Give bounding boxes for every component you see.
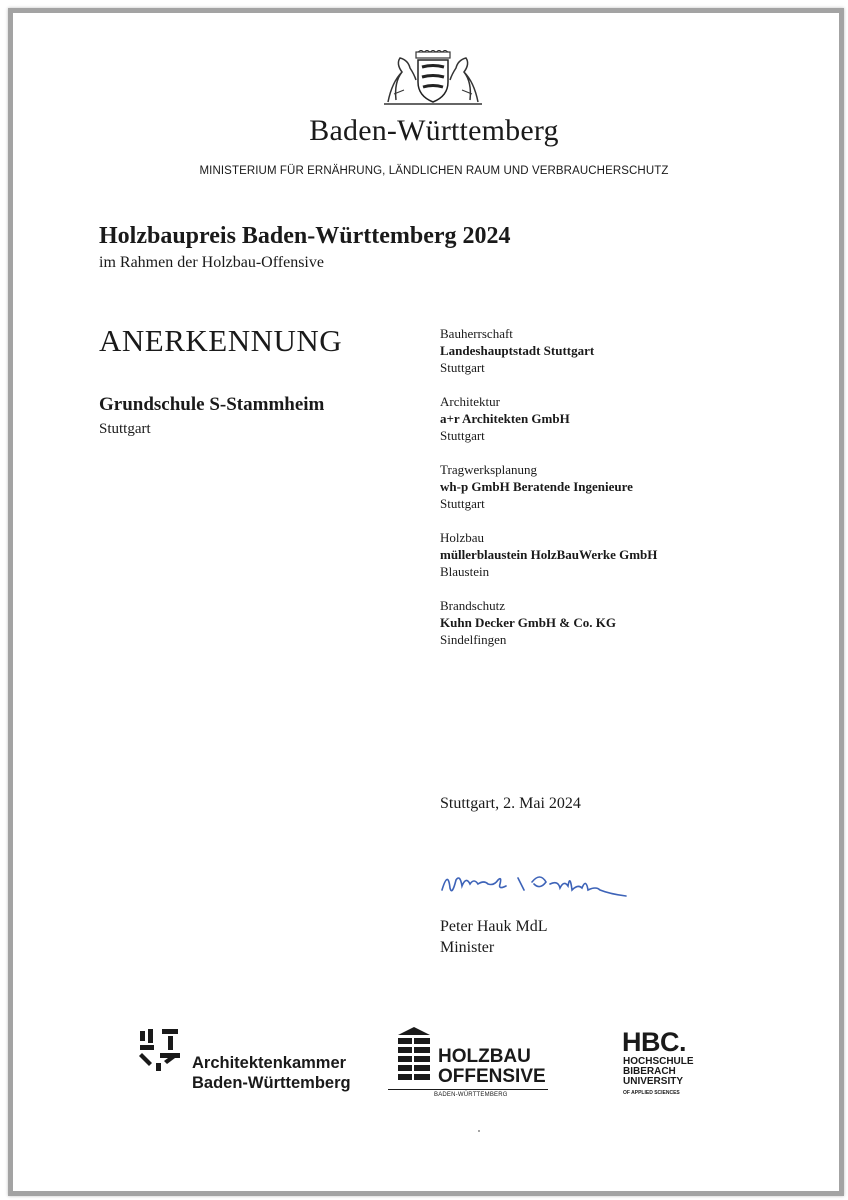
- holzbau-underline: [388, 1089, 548, 1090]
- hbc-line4: OF APPLIED SCIENCES: [623, 1090, 680, 1096]
- hbc-line2: BIBERACH: [623, 1066, 676, 1077]
- signer-block: [440, 916, 548, 958]
- credit-city: Stuttgart: [440, 428, 485, 443]
- credit-role: Architektur: [440, 394, 500, 409]
- hbc-logo: [622, 1028, 712, 1103]
- credit-entry: [440, 325, 800, 376]
- credits-list: [440, 325, 800, 665]
- credit-entry: [440, 529, 800, 580]
- project-city: Stuttgart: [99, 421, 151, 437]
- credit-city: Sindelfingen: [440, 632, 507, 647]
- architektenkammer-icon: [138, 1027, 184, 1073]
- credit-role: Tragwerksplanung: [440, 462, 538, 477]
- award-title: Holzbaupreis Baden-Württemberg 2024: [99, 223, 511, 249]
- credit-firm: Kuhn Decker GmbH & Co. KG: [440, 615, 616, 630]
- award-category: ANERKENNUNG: [99, 323, 343, 358]
- credit-entry: [440, 393, 800, 444]
- architektenkammer-wordmark: [192, 1053, 351, 1093]
- holzbau-line2: OFFENSIVE: [438, 1066, 546, 1087]
- project-name: Grundschule S-Stammheim: [99, 394, 325, 415]
- credit-city: Stuttgart: [440, 496, 485, 511]
- hbc-line1: HOCHSCHULE: [623, 1056, 694, 1067]
- hbc-line3: UNIVERSITY: [623, 1076, 684, 1087]
- credit-firm: Landeshauptstadt Stuttgart: [440, 343, 595, 358]
- credit-entry: [440, 461, 800, 512]
- hbc-wordmark: HBC.: [622, 1027, 686, 1057]
- credit-firm: wh-p GmbH Beratende Ingenieure: [440, 479, 633, 494]
- architektenkammer-line1: Architektenkammer: [192, 1054, 347, 1072]
- award-subtitle: im Rahmen der Holzbau-Offensive: [99, 254, 324, 271]
- holzbau-subline: BADEN-WÜRTTEMBERG: [434, 1092, 508, 1098]
- credit-role: Bauherrschaft: [440, 326, 513, 341]
- coat-of-arms-icon: [380, 50, 486, 108]
- place-and-date: Stuttgart, 2. Mai 2024: [440, 795, 581, 812]
- credit-entry: [440, 597, 800, 648]
- credit-firm: müllerblaustein HolzBauWerke GmbH: [440, 547, 658, 562]
- architektenkammer-line2: Baden-Württemberg: [192, 1074, 351, 1092]
- credit-city: Stuttgart: [440, 360, 485, 375]
- holzbau-offensive-wordmark: [438, 1047, 546, 1087]
- wood-stack-icon: [396, 1025, 432, 1085]
- hbc-text-block: [623, 1057, 694, 1087]
- credit-role: Holzbau: [440, 530, 485, 545]
- architektenkammer-logo: [138, 1025, 358, 1100]
- ministry-name: MINISTERIUM FÜR ERNÄHRUNG, LÄNDLICHEN RAUM UND VERBRAUCHERSCHUTZ: [199, 165, 669, 177]
- credit-firm: a+r Architekten GmbH: [440, 411, 570, 426]
- state-name: Baden-Württemberg: [309, 114, 559, 147]
- holzbau-line1: HOLZBAU: [438, 1046, 531, 1067]
- signer-name: Peter Hauk MdL: [440, 918, 548, 935]
- credit-role: Brandschutz: [440, 598, 505, 613]
- credit-city: Blaustein: [440, 564, 490, 579]
- stray-dot: [478, 1130, 480, 1132]
- holzbau-offensive-logo: [386, 1025, 556, 1103]
- signature: [436, 860, 686, 910]
- signer-title: Minister: [440, 939, 495, 956]
